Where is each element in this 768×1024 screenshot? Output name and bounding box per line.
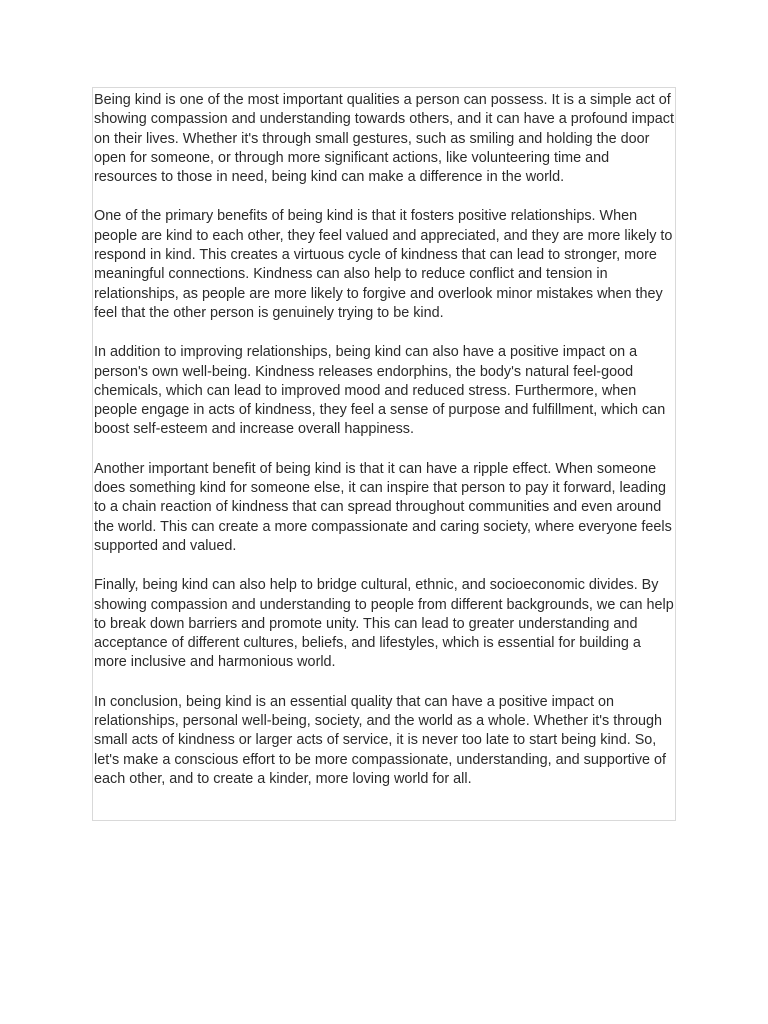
paragraph-3: In addition to improving relationships, being kind can also have a positive impact on a person's own well-being. Kindness releases endorphins, the body's natural feel-good chemicals, which can lead to improved mood and reduced stress. Furthermore, when people engage in acts of kindness, they feel a sense of purpose and fulfillment, which can boost self-esteem and increase overall happiness. xyxy=(94,344,666,438)
essay-text-box xyxy=(92,87,676,821)
paragraph-1: Being kind is one of the most important qualities a person can possess. It is a simple act of showing compassion and understanding towards others, and it can have a profound impact on their lives. Whether it's through small gestures, such as smiling and holding the door open for someone, or through more significant actions, like volunteering time and resources to those in need, being kind can make a difference in the world. xyxy=(94,92,674,186)
paragraph-5: Finally, being kind can also help to bridge cultural, ethnic, and socioeconomic divides. By showing compassion and understanding to people from different backgrounds, we can help to break down barriers and promote unity. This can lead to greater understanding and acceptance of different cultures, beliefs, and lifestyles, which is essential for building a more inclusive and harmonious world. xyxy=(94,577,674,671)
paragraph-4: Another important benefit of being kind is that it can have a ripple effect. When someone does something kind for someone else, it can inspire that person to pay it forward, leading to a chain reaction of kindness that can spread throughout communities and even around the world. This can create a more compassionate and caring society, where everyone feels supported and valued. xyxy=(94,460,672,554)
paragraph-6: In conclusion, being kind is an essential quality that can have a positive impact on relationships, personal well-being, society, and the world as a whole. Whether it's through small acts of kindness or larger acts of service, it is never too late to start being kind. So, let's make a conscious effort to be more compassionate, understanding, and supportive of each other, and to create a kinder, more loving world for all. xyxy=(94,693,667,787)
paragraph-2: One of the primary benefits of being kind is that it fosters positive relationships. When people are kind to each other, they feel valued and appreciated, and they are more likely to respond in kind. This creates a virtuous cycle of kindness that can lead to stronger, more meaningful connections. Kindness can also help to reduce conflict and tension in relationships, as people are more likely to forgive and overlook minor mistakes when they feel that the other person is genuinely trying to be kind. xyxy=(94,208,673,321)
